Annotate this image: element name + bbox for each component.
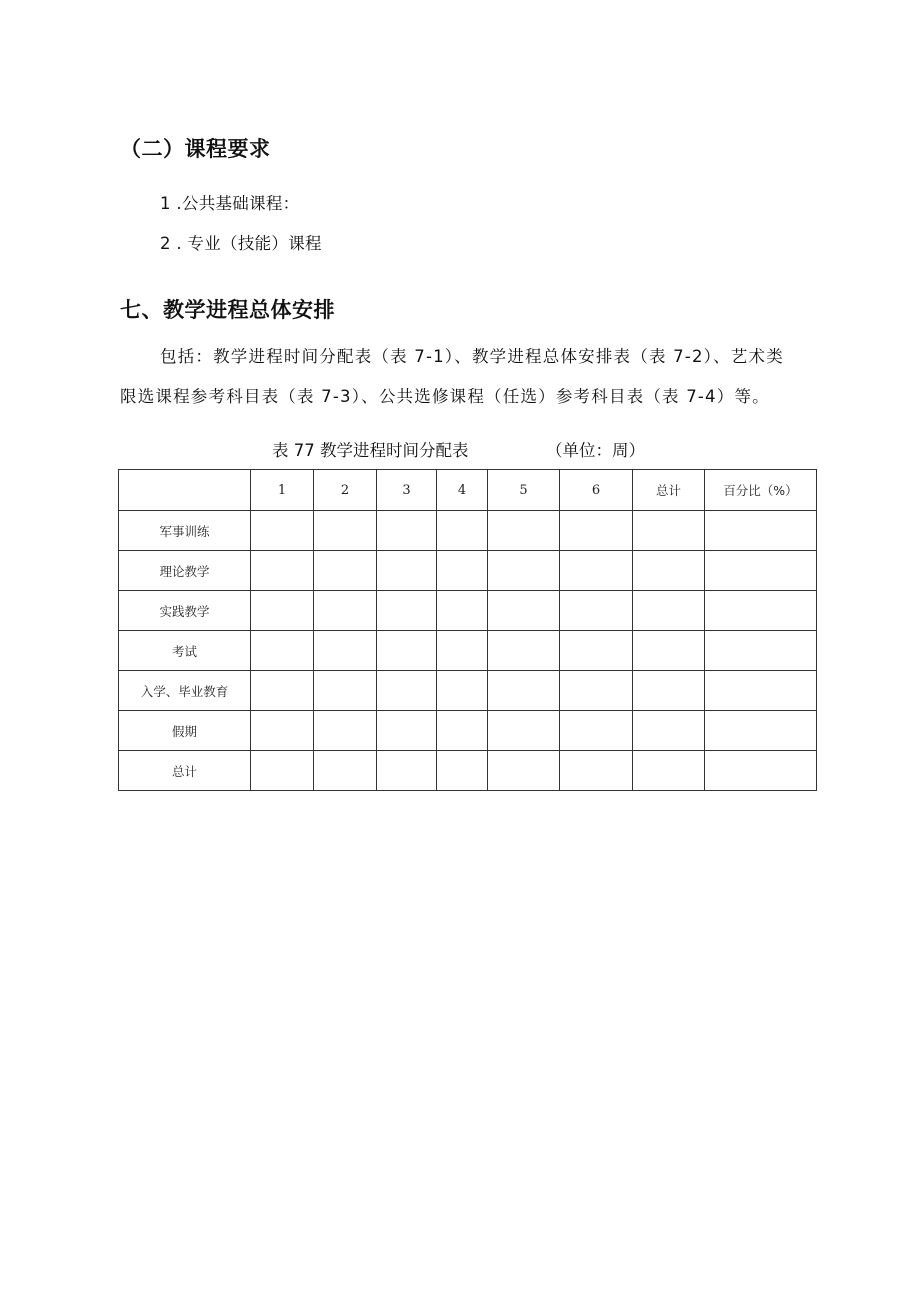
table-cell [560,591,633,631]
table-cell [560,631,633,671]
table-cell [705,751,817,791]
table-row [119,511,817,551]
table-cell [488,751,560,791]
table-cell [377,631,437,671]
table-row [119,631,817,671]
table-cell [314,631,377,671]
table-cell [437,591,488,631]
table-header-row [119,470,817,511]
table-cell [314,511,377,551]
chapter-heading: 七、教学进程总体安排 [120,298,335,322]
table-cell [633,631,705,671]
table-cell [377,671,437,711]
row-label: 入学、毕业教育 [119,671,251,711]
table-row [119,551,817,591]
table-cell [437,631,488,671]
table-row [119,711,817,751]
table-cell [705,711,817,751]
column-header-percentage: 百分比（%） [705,470,817,511]
table-cell [560,671,633,711]
column-header: 1 [251,470,314,511]
list-item-professional-courses: 2 . 专业（技能）课程 [160,234,322,253]
table-cell [251,511,314,551]
table-cell [251,751,314,791]
table-cell [314,591,377,631]
table-cell [488,631,560,671]
row-label: 考试 [119,631,251,671]
table-cell [488,591,560,631]
table-cell [437,671,488,711]
table-cell [377,751,437,791]
table-cell [633,751,705,791]
table-caption-title: 表 77 教学进程时间分配表 [272,441,469,460]
column-header: 2 [314,470,377,511]
row-label: 总计 [119,751,251,791]
column-header: 4 [437,470,488,511]
column-header: 3 [377,470,437,511]
table-cell [377,711,437,751]
table-cell [377,511,437,551]
row-label: 实践教学 [119,591,251,631]
table-cell [377,591,437,631]
schedule-table [118,469,817,791]
table-cell [705,551,817,591]
table-caption-unit: （单位：周） [546,441,645,460]
table-cell [314,551,377,591]
row-label: 理论教学 [119,551,251,591]
intro-line-1: 包括：教学进程时间分配表（表 7-1）、教学进程总体安排表（表 7-2）、艺术类 [160,347,784,366]
section-heading: （二）课程要求 [120,137,271,161]
table-cell [437,551,488,591]
table-cell [488,511,560,551]
table-cell [560,511,633,551]
table-cell [437,711,488,751]
table-corner-cell [119,470,251,511]
column-header: 5 [488,470,560,511]
table-cell [560,551,633,591]
column-header: 6 [560,470,633,511]
table-cell [705,671,817,711]
table-row [119,751,817,791]
table-cell [251,711,314,751]
table-cell [488,711,560,751]
table-cell [633,711,705,751]
table-cell [314,711,377,751]
table-cell [633,591,705,631]
table-cell [560,751,633,791]
table-cell [314,751,377,791]
table-cell [705,511,817,551]
row-label: 军事训练 [119,511,251,551]
column-header-total: 总计 [633,470,705,511]
table-row [119,671,817,711]
table-cell [251,551,314,591]
table-cell [377,551,437,591]
table-cell [437,751,488,791]
table-cell [488,671,560,711]
table-cell [488,551,560,591]
list-item-public-courses: 1 .公共基础课程： [160,194,300,213]
table-cell [705,631,817,671]
row-label: 假期 [119,711,251,751]
table-cell [251,591,314,631]
table-cell [437,511,488,551]
intro-line-2: 限选课程参考科目表（表 7-3）、公共选修课程（任选）参考科目表（表 7-4）等。 [120,387,770,406]
table-cell [633,511,705,551]
table-cell [633,671,705,711]
table-row [119,591,817,631]
table-cell [314,671,377,711]
table-cell [633,551,705,591]
table-cell [705,591,817,631]
table-cell [560,711,633,751]
table-cell [251,631,314,671]
table-cell [251,671,314,711]
